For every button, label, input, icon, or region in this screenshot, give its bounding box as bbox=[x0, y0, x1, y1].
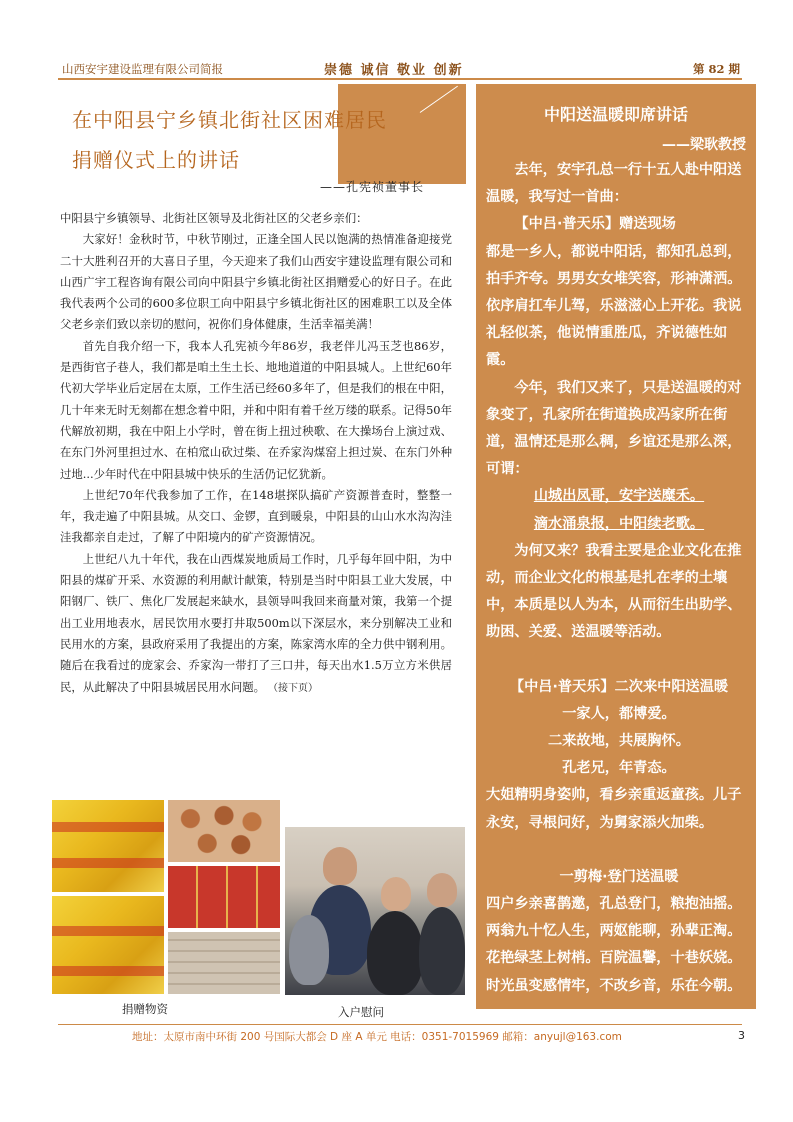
header-motto: 崇德 诚信 敬业 创新 bbox=[324, 63, 464, 78]
caption-visit: 入户慰问 bbox=[338, 1005, 384, 1019]
poem-heading: 【中吕·普天乐】赠送现场 bbox=[514, 216, 676, 233]
sidebar-paragraph: 去年，安宇孔总一行十五人赴中阳送温暖，我写过一首曲： bbox=[486, 162, 742, 206]
article-author: ——孔宪祯董事长 bbox=[320, 180, 425, 194]
photo-rice-stack bbox=[52, 896, 164, 994]
poem-couplet: 滴水涌泉报，中阳续老歌。 bbox=[533, 515, 705, 532]
poem-heading: 一剪梅·登门送温暖 bbox=[559, 868, 679, 885]
poem-couplet: 山城出凤哥，安宇送糜禾。 bbox=[533, 488, 705, 505]
sidebar-paragraph: 今年，我们又来了，只是送温暖的对象变了，孔家所在街道换成冯家所在街道，温情还是那么稠，乡谊还是那么深，可谓： bbox=[486, 379, 742, 478]
page-number: 3 bbox=[738, 1029, 745, 1042]
article-paragraph: 首先自我介绍一下，我本人孔宪祯今年86岁，我老伴儿冯玉芝也86岁，是西街官子巷人，我们都是咱土生土长、地地道道的中阳县城人。上世纪60年代初大学毕业后定居在太原，工作生活已经60多年了，但是我们的根在中阳，几十年来无时无刻都在想念着中阳，并和中阳有着千丝万缕的联系。记得50年代解放初期，我在中阳上小学时，曾在街上扭过秧歌、在大操场台上演过戏、在东门外河里担过水、在柏窊山砍过柴、在乔家沟煤窑上担过炭、在东门外种过地...少年时代在中阳县城中快乐的生活仍记忆犹新。 bbox=[60, 338, 452, 481]
person-head bbox=[323, 847, 357, 885]
visit-photo bbox=[285, 827, 465, 995]
sidebar-paragraph: 为何又来？我看主要是企业文化在推动，而企业文化的根基是扎在孝的土壤中，本质是以人为本，从而衍生出助学、助困、关爱、送温暖等活动。 bbox=[486, 542, 742, 641]
person-head bbox=[381, 877, 411, 911]
poem-verse: 都是一乡人，都说中阳话，都知孔总到，拍手齐夸。男男女女堆笑容，形神潇洒。依序肩扛车儿驾，乐滋滋心上开花。我说礼轻似茶，他说情重胜瓜，齐说德性如霞。 bbox=[486, 243, 742, 369]
sidebar-title: 中阳送温暖即席讲话 bbox=[543, 105, 688, 124]
article-title-line1: 在中阳县宁乡镇北街社区困难居民 bbox=[72, 108, 387, 132]
header-company: 山西安宇建设监理有限公司简报 bbox=[62, 62, 223, 76]
article-title-line2: 捐赠仪式上的讲话 bbox=[72, 148, 240, 172]
photo-boxes bbox=[168, 866, 280, 928]
footer-divider bbox=[58, 1024, 742, 1025]
poem-verse: 孔老兄，年青态。 bbox=[562, 760, 676, 777]
poem-verse: 四户乡亲喜鹊邀，孔总登门，粮抱油摇。两翁九十忆人生，两妪能聊，孙辈正淘。花艳绿茎上树梢。百院温馨，十巷妖娆。时光虽变感情牢，不改乡音，乐在今朝。 bbox=[486, 896, 742, 994]
sidebar-body bbox=[486, 157, 752, 1000]
person-body bbox=[367, 911, 423, 995]
article-body bbox=[60, 208, 452, 699]
donation-photos bbox=[52, 800, 280, 995]
page-header bbox=[62, 58, 740, 78]
sidebar-author: ——梁耿教授 bbox=[662, 137, 746, 153]
article-salutation: 中阳县宁乡镇领导、北街社区领导及北街社区的父老乡亲们： bbox=[60, 211, 368, 225]
photo-rice-bags bbox=[52, 800, 164, 892]
article-title bbox=[72, 100, 472, 180]
photo-buns bbox=[168, 800, 280, 862]
person-body bbox=[289, 915, 329, 985]
article-paragraph: 大家好！金秋时节，中秋节刚过，正逢全国人民以饱满的热情准备迎接党二十大胜利召开的大喜日子里，今天迎来了我们山西安宇建设监理有限公司和山西广宇工程咨询有限公司向中阳县宁乡镇北街社区捐赠爱心的好日子。在此我代表两个公司的600多位职工向中阳县宁乡镇北街社区的困难职工以及全体父老乡亲们致以亲切的慰问，祝你们身体健康，生活幸福美满！ bbox=[60, 232, 452, 332]
caption-donation: 捐赠物资 bbox=[122, 1002, 168, 1016]
poem-verse: 二来故地，共展胸怀。 bbox=[548, 733, 690, 750]
photo-flour-sacks bbox=[168, 932, 280, 994]
poem-verse: 一家人，都博爱。 bbox=[562, 705, 676, 722]
header-issue: 第 82 期 bbox=[692, 62, 740, 76]
person-head bbox=[427, 873, 457, 907]
poem-heading: 【中吕·普天乐】二次来中阳送温暖 bbox=[509, 678, 729, 695]
article-paragraph: 上世纪70年代我参加了工作，在148堪探队搞矿产资源普查时，整整一年，我走遍了中阳县城。从交口、金锣，直到暖泉，中阳县的山山水水沟沟洼洼我都亲自走过，了解了中阳境内的矿产资源情况。 bbox=[60, 487, 452, 545]
header-divider bbox=[58, 78, 742, 80]
footer-contact: 地址：太原市南中环街 200 号国际大都会 D 座 A 单元 电话：0351-7015969 邮箱：anyujl@163.com bbox=[132, 1031, 622, 1043]
article-paragraph bbox=[60, 549, 452, 699]
poem-verse: 大姐精明身姿帅，看乡亲重返童孩。儿子永安，寻根问好，为舅家添火加柴。 bbox=[486, 787, 742, 831]
person-body bbox=[419, 907, 465, 995]
sidebar-poem-panel bbox=[476, 84, 756, 1009]
continued-note: （接下页） bbox=[273, 682, 319, 694]
article-paragraph-text: 上世纪八九十年代，我在山西煤炭地质局工作时，几乎每年回中阳，为中阳县的煤矿开采、水资源的利用献计献策，特别是当时中阳县工业大发展，中阳钢厂、铁厂、焦化厂发展起来缺水，县领导叫我回来商量对策，我第一个提出工业用地表水，居民饮用水要打井取500m以下深层水，来分别解决工业和民用水的方案，县政府采用了我提出的方案，陈家湾水库的全力供中钢利用。随后在我看过的庞家会、乔家沟一带打了三口井，每天出水1.5万立方米供居民，从此解决了中阳县城居民用水问题。 bbox=[60, 551, 452, 694]
